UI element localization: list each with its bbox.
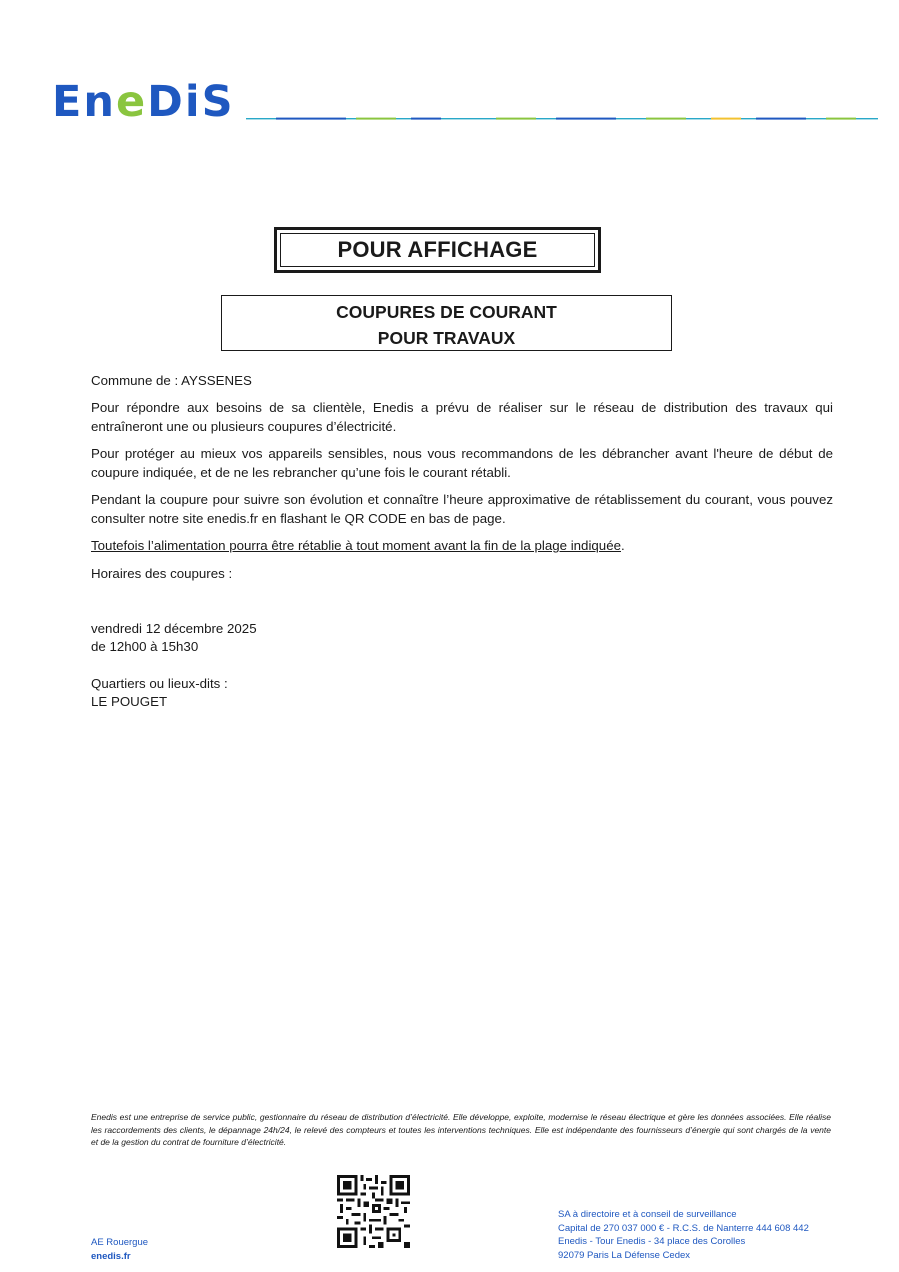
areas-heading: Quartiers ou lieux-dits :: [91, 676, 228, 691]
company-line-4: 92079 Paris La Défense Cedex: [558, 1249, 691, 1261]
commune-line: Commune de : AYSSENES: [91, 373, 252, 388]
warning-text: Toutefois l’alimentation pourra être rétablie à tout moment avant la fin de la plage indiquée: [91, 538, 621, 553]
footer-company-block: [558, 1208, 809, 1262]
company-line-1: SA à directoire et à conseil de surveillance: [558, 1209, 737, 1220]
logo-text-part2: e: [116, 77, 148, 127]
outage-time: de 12h00 à 15h30: [91, 639, 199, 654]
notice-title: POUR AFFICHAGE: [280, 233, 595, 267]
enedis-logo: [52, 77, 235, 127]
company-line-2: Capital de 270 037 000 € - R.C.S. de Nanterre 444 608 442: [558, 1222, 809, 1234]
notice-title-box: [274, 227, 601, 273]
agency-name: AE Rouergue: [91, 1237, 149, 1248]
header-divider-line: [246, 117, 878, 120]
paragraph-needs: Pour répondre aux besoins de sa clientèle, Enedis a prévu de réaliser sur le réseau de distribution des travaux qui entraîneront une ou plusieurs coupures d’électricité.: [91, 400, 833, 434]
schedule-heading: Horaires des coupures :: [91, 566, 233, 581]
paragraph-protection: Pour protéger au mieux vos appareils sensibles, nous vous recommandons de les débrancher avant l'heure de début de coupure indiquée, et de ne les rebrancher qu’une fois le courant rétabli.: [91, 446, 833, 480]
legal-notice: Enedis est une entreprise de service public, gestionnaire du réseau de distribution d’électricité. Elle développe, exploite, modernise le réseau électrique et gère les données associées. Elle réalise les raccordements des clients, le dépannage 24h/24, le relevé des compteurs et toutes les interventions techniques. Elle est indépendante des fournisseurs d’énergie qui sont chargés de la vente et de la gestion du contrat de fourniture d’électricité.: [91, 1112, 831, 1148]
footer-agency-block: [91, 1236, 148, 1263]
notice-subtitle-line1: COUPURES DE COURANT: [336, 302, 557, 322]
area-name: LE POUGET: [91, 694, 168, 709]
paragraph-tracking: Pendant la coupure pour suivre son évolution et connaître l’heure approximative de rétablissement du courant, vous pouvez consulter notre site enedis.fr en flashant le QR CODE en bas de page.: [91, 492, 833, 526]
logo-text-part3: DiS: [147, 77, 235, 127]
website-link[interactable]: enedis.fr: [91, 1250, 131, 1262]
notice-subtitle-line2: POUR TRAVAUX: [377, 328, 516, 348]
logo-text-part1: En: [52, 77, 116, 127]
qr-code-icon[interactable]: [337, 1175, 410, 1248]
company-line-3: Enedis - Tour Enedis - 34 place des Corolles: [558, 1236, 746, 1247]
warning-line: [91, 536, 833, 555]
notice-subtitle-box: [221, 295, 672, 351]
outage-date: vendredi 12 décembre 2025: [91, 621, 257, 636]
warning-end: .: [621, 538, 625, 553]
